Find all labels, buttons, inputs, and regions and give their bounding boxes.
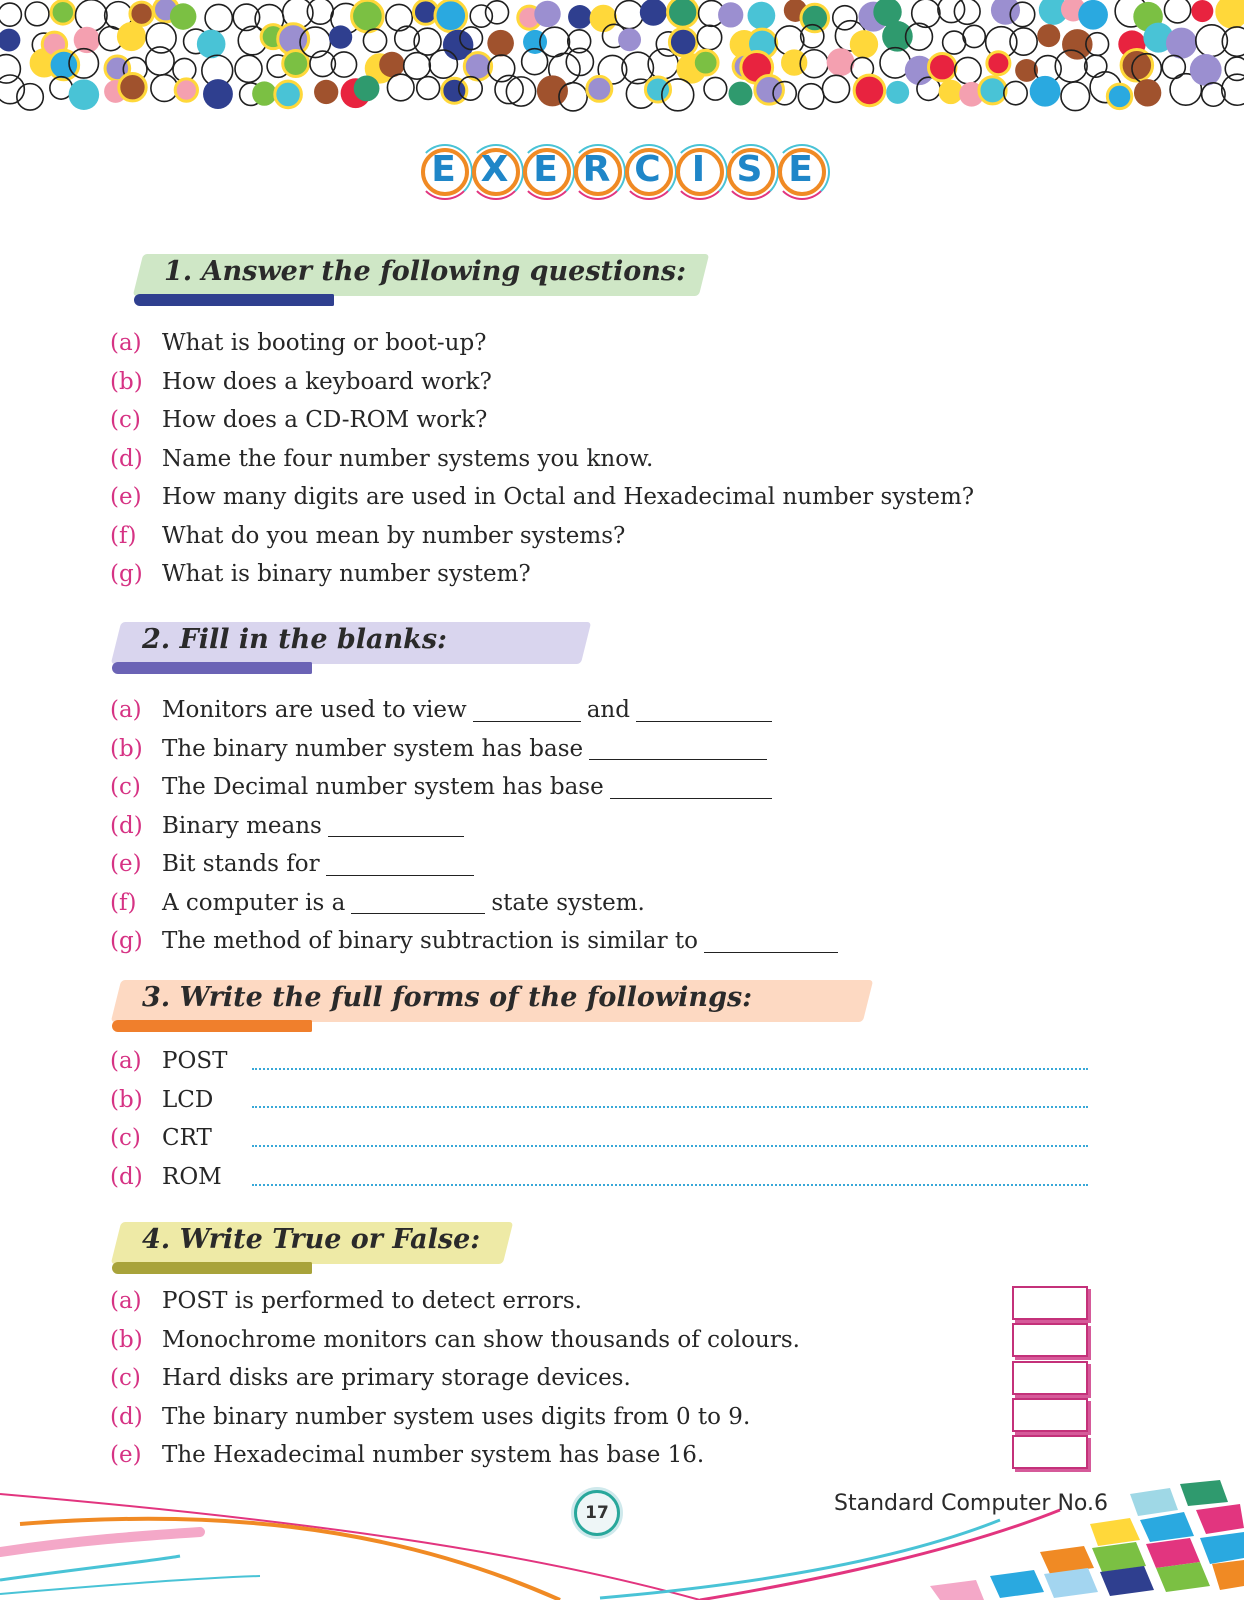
list-item: (e) The Hexadecimal number system has base 16. [110,1442,705,1469]
decorative-circle [197,30,226,59]
decorative-circle [17,84,43,110]
list-item: (b) How does a keyboard work? [110,368,492,395]
answer-blank[interactable] [610,776,772,799]
decorative-circle [117,22,146,51]
decorative-circle [1010,28,1037,55]
decorative-circle [1078,0,1108,30]
decorative-circle [307,0,333,24]
title-letter: E [522,143,570,199]
decorative-circle [69,79,100,110]
decorative-circle [1037,24,1060,47]
answer-blank[interactable] [589,737,767,760]
decorative-circle [755,75,784,104]
decorative-circle [442,78,467,103]
decorative-circle [363,29,386,52]
decorative-circle [955,57,981,83]
list-item: (e) How many digits are used in Octal and Hexadecimal number system? [110,484,975,511]
decorative-circle [275,81,302,108]
decorative-circle [0,3,21,26]
list-item: (g) The method of binary subtraction is similar to [110,922,844,961]
decorative-circle [203,79,233,109]
answer-line[interactable] [252,1068,1088,1070]
list-item: (d) Name the four number systems you know. [110,445,654,472]
title-letter: E [420,143,468,199]
list-item: (c) The Decimal number system has base [110,768,844,807]
title-letter: I [675,143,723,199]
decorative-circle [640,0,667,26]
decorative-circle [939,80,963,104]
answer-box[interactable] [1012,1398,1088,1432]
decorative-circle [954,0,980,24]
title-letter: X [471,143,519,199]
answer-line[interactable] [252,1184,1088,1186]
list-item: (g) What is binary number system? [110,561,531,588]
decorative-circle [1062,29,1093,60]
decorative-circle [146,23,176,53]
decorative-circle [798,84,824,110]
decorative-circle [130,2,153,25]
list-item: (d) The binary number system uses digits from 0 to 9. [110,1403,751,1430]
decorative-circle [1134,79,1161,106]
section-1-questions [110,324,974,594]
decorative-circle [822,75,849,102]
decorative-circle [854,75,885,106]
decorative-circle [827,48,855,76]
decorative-circle [987,52,1010,75]
section-3-full-forms [110,1042,227,1196]
decorative-circle [645,77,670,102]
exercise-title [0,143,1244,199]
decorative-circle [75,0,107,31]
decorative-circle [175,79,197,101]
decorative-circle [119,74,146,101]
decorative-circle [51,1,75,25]
decorative-circle [833,6,857,30]
decorative-circle [0,29,20,52]
answer-blank[interactable] [351,891,485,914]
decorative-circle [615,1,643,29]
list-item: (c) Hard disks are primary storage devices. [110,1365,631,1392]
decorative-circle [429,50,457,78]
decorative-circle [938,0,965,23]
answer-line[interactable] [252,1145,1088,1147]
decorative-circle [1085,55,1107,77]
list-item: (b) The binary number system has base [110,730,844,769]
decorative-circle [146,47,174,75]
decorative-circle [329,25,352,48]
decorative-circle [963,25,985,47]
answer-line[interactable] [252,1106,1088,1108]
list-item: (c) CRT [110,1125,212,1152]
decorative-circle [704,77,727,100]
decorative-circles-border [0,0,1244,118]
decorative-circle [435,0,467,32]
book-title: Standard Computer No.6 [834,1491,1108,1516]
decorative-circle [0,55,20,84]
decorative-circle [1190,54,1222,86]
list-item: (c) How does a CD-ROM work? [110,407,488,434]
section-1-header [138,254,708,298]
list-item: (d) Binary means [110,807,844,846]
decorative-circle [1222,27,1244,56]
decorative-circle [1217,0,1244,27]
decorative-circle [534,1,560,27]
list-item: (f) What do you mean by number systems? [110,522,626,549]
section-1-heading: 1. Answer the following questions: [164,256,687,287]
decorative-circle [235,55,262,82]
decorative-circle [205,4,232,31]
list-item: (e) Bit stands for [110,845,844,884]
decorative-circle [1162,55,1185,78]
section-4-heading: 4. Write True or False: [142,1224,481,1255]
decorative-circle [979,77,1006,104]
list-item: (a) POST [110,1048,228,1075]
section-3-header [116,980,876,1024]
decorative-circle [718,2,743,27]
decorative-circle [748,2,776,30]
decorative-circle [1107,84,1131,108]
decorative-circle [668,0,698,27]
answer-blank[interactable] [326,853,474,876]
decorative-circle [886,81,909,104]
decorative-circle [693,50,718,75]
decorative-circle [354,76,380,102]
decorative-circle [568,30,591,53]
answer-box[interactable] [1012,1361,1088,1395]
decorative-circle [486,1,509,24]
decorative-circle [252,81,276,105]
section-4-true-false [110,1282,800,1475]
title-letter: E [777,143,825,199]
section-2-heading: 2. Fill in the blanks: [142,624,448,655]
decorative-circle [487,30,514,57]
list-item: (a) POST is performed to detect errors. [110,1288,582,1315]
section-4-header [116,1222,516,1266]
page-number: 17 [574,1490,620,1536]
title-letter: S [726,143,774,199]
list-item: (d) ROM [110,1163,222,1190]
title-letter: C [624,143,672,199]
decorative-circle [1166,28,1197,59]
decorative-circle [591,6,615,30]
decorative-circle [314,80,338,104]
decorative-circle [0,75,24,104]
decorative-circle [170,3,197,30]
decorative-circle [850,30,878,58]
answer-blank[interactable] [636,699,772,722]
answer-blank[interactable] [473,699,581,722]
decorative-circle [618,28,641,51]
decorative-circle [1222,74,1244,105]
list-item: (a) Monitors are used to view and [110,691,844,730]
decorative-circle [928,53,955,80]
list-item: (a) What is booting or boot-up? [110,330,487,357]
list-item: (b) Monochrome monitors can show thousands of colours. [110,1326,800,1353]
decorative-circle [587,76,612,101]
list-item: (b) LCD [110,1086,214,1113]
list-item: (f) A computer is a state system. [110,889,645,916]
title-letter: R [573,143,621,199]
decorative-circle [417,77,440,100]
decorative-circle [404,53,431,80]
answer-box[interactable] [1012,1323,1088,1357]
decorative-circle [697,25,721,49]
decorative-circle [1191,0,1213,22]
answer-box[interactable] [1012,1435,1088,1469]
decorative-circle [943,31,966,54]
section-2-fill-blanks [110,691,844,961]
decorative-circle [728,82,752,106]
decorative-circle [1030,76,1061,107]
decorative-circle [1061,82,1090,111]
decorative-circle [568,5,592,29]
answer-blank[interactable] [328,814,464,837]
answer-blank[interactable] [704,930,838,953]
decorative-circle [387,74,414,101]
section-3-heading: 3. Write the full forms of the followings: [142,982,753,1013]
decorative-circle [151,75,178,102]
decorative-circle [1164,0,1190,23]
decorative-circle [537,75,568,106]
decorative-circle [669,28,697,56]
decorative-circle [352,0,384,32]
section-2-header [116,622,596,666]
answer-box[interactable] [1012,1286,1088,1320]
decorative-circle [470,5,492,27]
decorative-circle [25,2,49,26]
